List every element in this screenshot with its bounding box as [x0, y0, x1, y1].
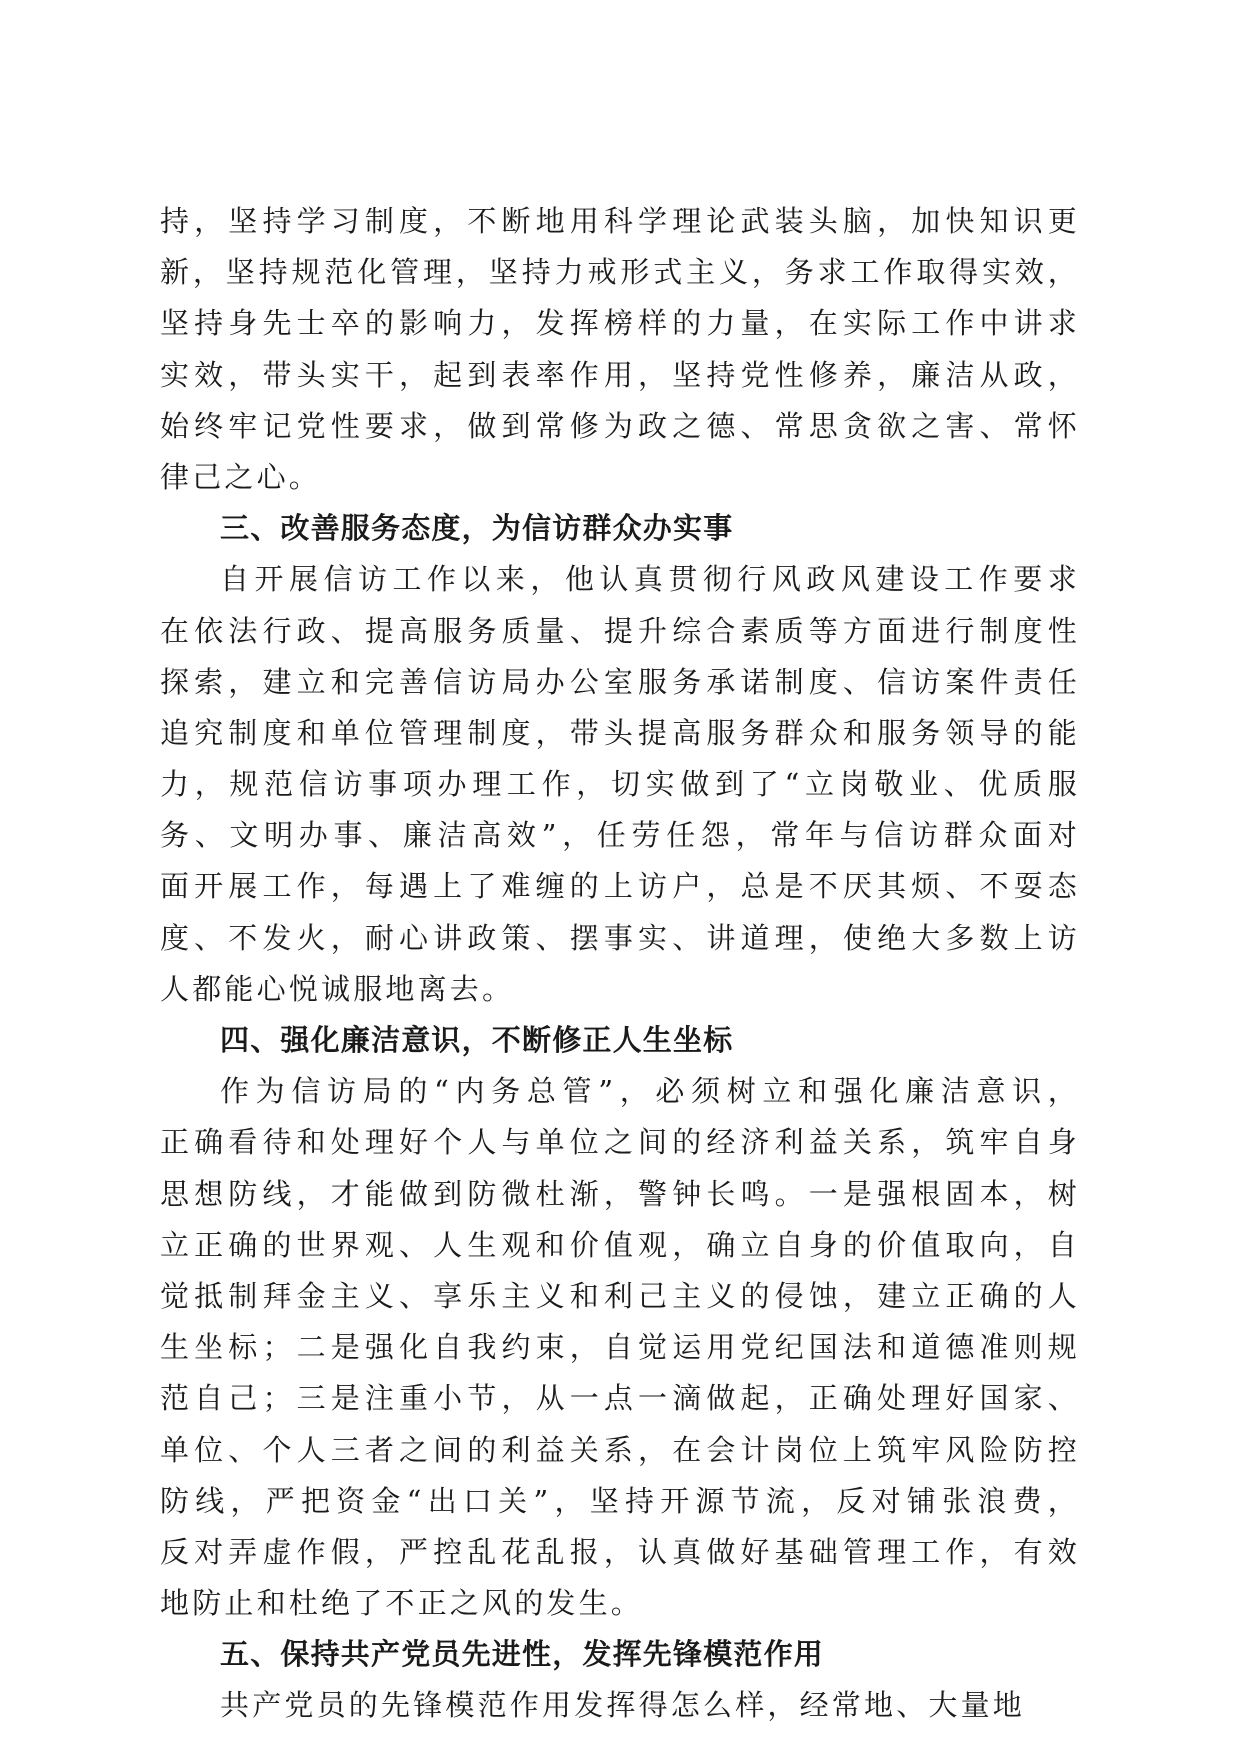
body-line: 自开展信访工作以来，他认真贯彻行风政风建设工作要求 — [220, 562, 1080, 597]
body-line: 立正确的世界观、人生观和价值观，确立自身的价值取向，自 — [160, 1227, 1080, 1262]
body-line: 单位、个人三者之间的利益关系，在会计岗位上筑牢风险防控 — [160, 1432, 1080, 1467]
body-line: 力，规范信访事项办理工作，切实做到了“立岗敬业、优质服 — [160, 767, 1080, 802]
body-line: 务、文明办事、廉洁高效”，任劳任怨，常年与信访群众面对 — [160, 818, 1080, 853]
body-line: 度、不发火，耐心讲政策、摆事实、讲道理，使绝大多数上访 — [160, 920, 1080, 955]
body-line: 新，坚持规范化管理，坚持力戒形式主义，务求工作取得实效， — [160, 255, 1080, 290]
body-line: 觉抵制拜金主义、享乐主义和利己主义的侵蚀，建立正确的人 — [160, 1278, 1080, 1313]
section-heading-4: 四、强化廉洁意识，不断修正人生坐标 — [220, 1023, 734, 1057]
body-line: 在依法行政、提高服务质量、提升综合素质等方面进行制度性 — [160, 613, 1080, 648]
body-line: 生坐标；二是强化自我约束，自觉运用党纪国法和道德准则规 — [160, 1330, 1080, 1365]
body-line: 范自己；三是注重小节，从一点一滴做起，正确处理好国家、 — [160, 1381, 1080, 1416]
body-line: 坚持身先士卒的影响力，发挥榜样的力量，在实际工作中讲求 — [160, 306, 1080, 341]
body-line: 思想防线，才能做到防微杜渐，警钟长鸣。一是强根固本，树 — [160, 1176, 1080, 1211]
body-line: 人都能心悦诚服地离去。 — [160, 971, 515, 1006]
section-heading-3: 三、改善服务态度，为信访群众办实事 — [220, 511, 734, 546]
body-line: 追究制度和单位管理制度，带头提高服务群众和服务领导的能 — [160, 715, 1080, 750]
body-line: 作为信访局的“内务总管”，必须树立和强化廉洁意识， — [220, 1074, 1080, 1109]
body-line: 始终牢记党性要求，做到常修为政之德、常思贪欲之害、常怀 — [160, 408, 1080, 443]
body-line: 共产党员的先锋模范作用发挥得怎么样，经常地、大量地 — [220, 1688, 1026, 1723]
document-page — [160, 196, 1080, 1732]
body-line: 反对弄虚作假，严控乱花乱报，认真做好基础管理工作，有效 — [160, 1534, 1080, 1569]
body-line: 防线，严把资金“出口关”，坚持开源节流，反对铺张浪费， — [160, 1483, 1080, 1518]
body-line: 实效，带头实干，起到表率作用，坚持党性修养，廉洁从政， — [160, 357, 1080, 392]
section-heading-5: 五、保持共产党员先进性，发挥先锋模范作用 — [220, 1637, 825, 1672]
body-line: 持，坚持学习制度，不断地用科学理论武装头脑，加快知识更 — [160, 204, 1080, 238]
body-line: 探索，建立和完善信访局办公室服务承诺制度、信访案件责任 — [160, 664, 1080, 699]
body-line: 面开展工作，每遇上了难缠的上访户，总是不厌其烦、不耍态 — [160, 869, 1080, 904]
body-line: 正确看待和处理好个人与单位之间的经济利益关系，筑牢自身 — [160, 1125, 1080, 1160]
body-line: 地防止和杜绝了不正之风的发生。 — [160, 1586, 644, 1621]
body-line: 律己之心。 — [160, 459, 322, 494]
